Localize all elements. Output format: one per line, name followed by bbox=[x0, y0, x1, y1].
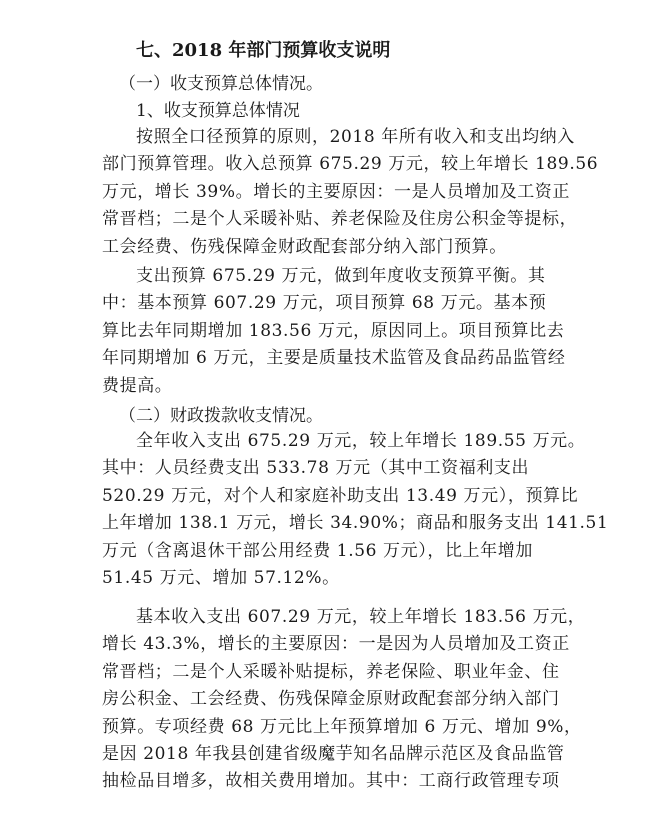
paragraph-line: 中：基本预算 607.29 万元，项目预算 68 万元。基本预 bbox=[102, 293, 547, 314]
heading-overall-sub: 1、收支预算总体情况 bbox=[136, 101, 300, 121]
paragraph-line: 费提高。 bbox=[102, 375, 173, 396]
paragraph-line: 上年增加 138.1 万元，增长 34.90%；商品和服务支出 141.51 bbox=[102, 513, 609, 534]
paragraph-fiscal-income-expenditure bbox=[102, 428, 609, 592]
paragraph-line: 其中：人员经费支出 533.78 万元（其中工资福利支出 bbox=[102, 458, 530, 479]
paragraph-line: 520.29 万元，对个人和家庭补助支出 13.49 万元），预算比 bbox=[102, 485, 579, 506]
paragraph-line: 部门预算管理。收入总预算 675.29 万元，较上年增长 189.56 bbox=[102, 154, 599, 175]
heading-overall: （一）收支预算总体情况。 bbox=[119, 74, 323, 94]
paragraph-line: 工会经费、伤残保障金财政配套部分纳入部门预算。 bbox=[102, 236, 507, 257]
paragraph-line: 常晋档；二是个人采暖补贴提标，养老保险、职业年金、住 bbox=[102, 661, 560, 682]
paragraph-expenditure-budget bbox=[102, 263, 570, 400]
paragraph-line: 常晋档；二是个人采暖补贴、养老保险及住房公积金等提标， bbox=[102, 209, 578, 230]
paragraph-line: 增长 43.3%，增长的主要原因：一是因为人员增加及工资正 bbox=[102, 634, 570, 655]
paragraph-line: 算比去年同期增加 183.56 万元，原因同上。项目预算比去 bbox=[102, 320, 565, 341]
paragraph-line: 万元（含离退休干部公用经费 1.56 万元），比上年增加 bbox=[102, 540, 533, 561]
paragraph-line: 预算。专项经费 68 万元比上年预算增加 6 万元、增加 9%， bbox=[102, 716, 582, 737]
paragraph-line: 万元，增长 39%。增长的主要原因：一是人员增加及工资正 bbox=[102, 181, 570, 202]
paragraph-line: 基本收入支出 607.29 万元，较上年增长 183.56 万元， bbox=[136, 607, 586, 627]
paragraph-line: 按照全口径预算的原则，2018 年所有收入和支出均纳入 bbox=[136, 127, 575, 147]
paragraph-line: 抽检品目增多，故相关费用增加。其中：工商行政管理专项 bbox=[102, 771, 560, 792]
heading-fiscal-appropriation: （二）财政拨款收支情况。 bbox=[119, 406, 323, 426]
paragraph-basic-income-expenditure bbox=[102, 604, 586, 796]
section-title: 七、2018 年部门预算收支说明 bbox=[136, 40, 391, 61]
paragraph-line: 支出预算 675.29 万元，做到年度收支预算平衡。其 bbox=[136, 266, 546, 286]
paragraph-line: 是因 2018 年我县创建省级魔芋知名品牌示范区及食品监管 bbox=[102, 743, 565, 764]
paragraph-budget-overview bbox=[102, 124, 599, 261]
paragraph-line: 房公积金、工会经费、伤残保障金原财政配套部分纳入部门 bbox=[102, 689, 560, 710]
paragraph-line: 51.45 万元、增加 57.12%。 bbox=[102, 567, 340, 588]
paragraph-line: 全年收入支出 675.29 万元，较上年增长 189.55 万元。 bbox=[136, 431, 586, 451]
paragraph-line: 年同期增加 6 万元，主要是质量技术监管及食品药品监管经 bbox=[102, 348, 566, 369]
